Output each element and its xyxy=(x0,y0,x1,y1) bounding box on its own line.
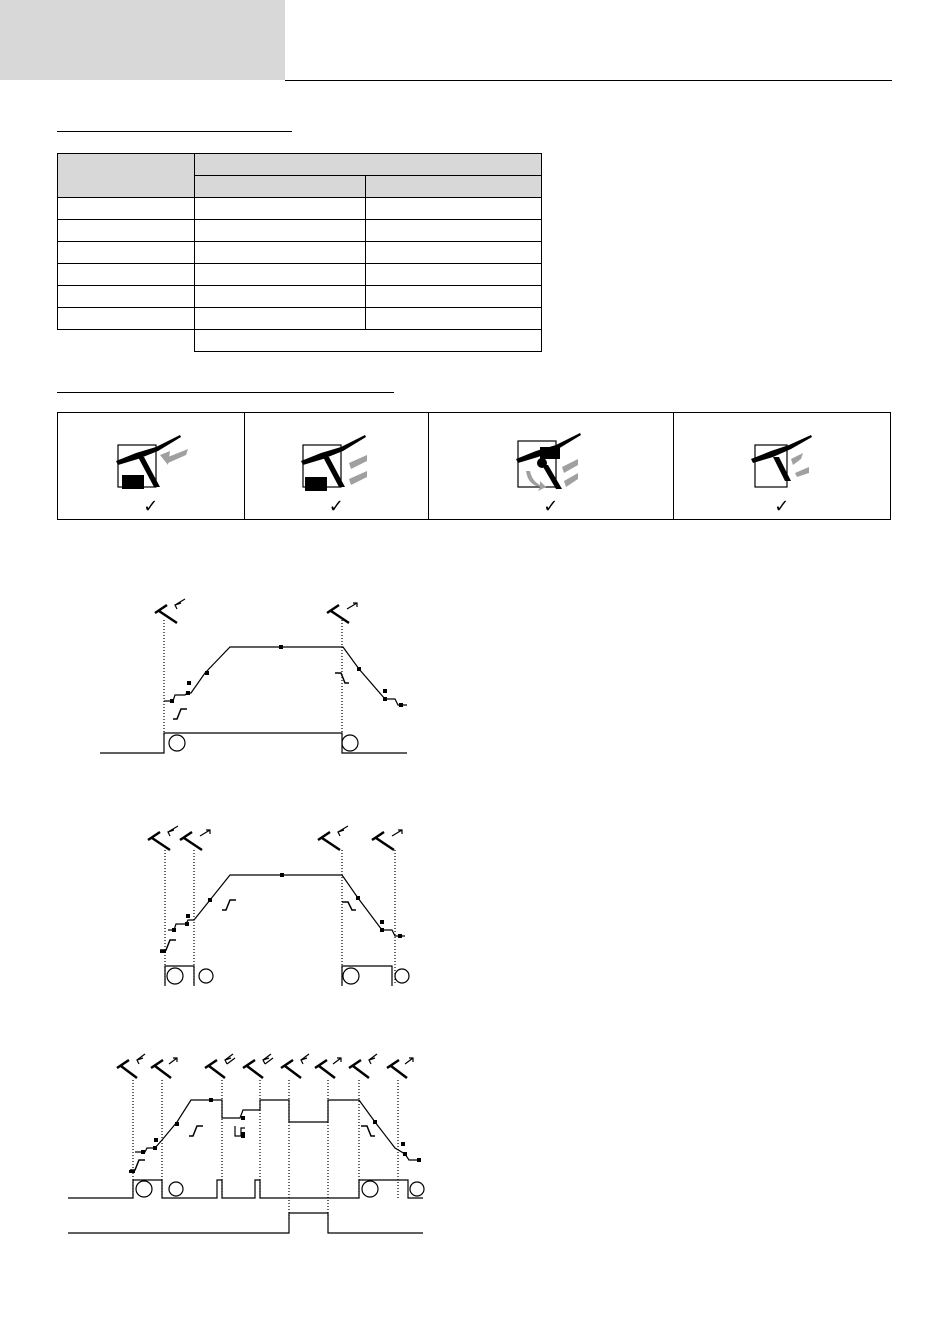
table-header-cell xyxy=(366,176,542,198)
torch-trigger-release-icon xyxy=(180,830,210,850)
torch-trigger-press-icon xyxy=(117,1054,145,1078)
table-cell xyxy=(366,220,542,242)
table-cell xyxy=(58,198,195,220)
table-row xyxy=(58,264,542,286)
table-cell xyxy=(58,220,195,242)
position-cell-flat xyxy=(58,413,245,519)
table-cell xyxy=(195,286,366,308)
torch-trigger-tap-icon xyxy=(205,1054,235,1078)
table-row xyxy=(58,308,542,330)
welding-torch-flat-position-icon xyxy=(106,431,196,493)
check-mark: ✓ xyxy=(774,496,790,517)
table-cell xyxy=(366,242,542,264)
table-row xyxy=(58,286,542,308)
welding-positions-panel xyxy=(57,412,891,520)
torch-trigger-tap-icon xyxy=(243,1054,273,1078)
table-cell xyxy=(195,308,366,330)
position-cell-vertical xyxy=(429,413,673,519)
section-heading-rule-positions xyxy=(57,392,394,393)
torch-trigger-release-icon xyxy=(151,1058,177,1078)
four-stroke-sequence-diagram xyxy=(130,820,420,990)
check-mark: ✓ xyxy=(543,496,559,517)
table-row xyxy=(58,198,542,220)
table-row xyxy=(58,242,542,264)
check-mark: ✓ xyxy=(143,496,159,517)
special-four-stroke-sequence-diagram xyxy=(65,1050,435,1240)
two-stroke-sequence-diagram xyxy=(95,595,415,765)
torch-trigger-press-icon xyxy=(155,599,185,623)
table-header-row xyxy=(58,154,542,176)
torch-trigger-release-icon xyxy=(315,1058,341,1078)
header-rule xyxy=(285,80,892,81)
torch-trigger-press-icon xyxy=(318,826,348,850)
table-cell xyxy=(366,264,542,286)
check-mark: ✓ xyxy=(328,496,344,517)
table-cell xyxy=(195,242,366,264)
spec-table xyxy=(57,153,542,352)
table-cell xyxy=(366,308,542,330)
table-cell xyxy=(366,286,542,308)
position-cell-horizontal xyxy=(245,413,430,519)
table-cell xyxy=(195,330,542,352)
table-header-cell xyxy=(195,154,542,176)
table-cell xyxy=(195,198,366,220)
welding-torch-overhead-position-icon xyxy=(737,431,827,493)
welding-torch-horizontal-position-icon xyxy=(291,431,381,493)
table-row xyxy=(58,220,542,242)
welding-torch-vertical-position-icon xyxy=(506,431,596,493)
torch-trigger-release-icon xyxy=(372,830,402,850)
torch-trigger-press-icon xyxy=(349,1054,377,1078)
table-cell xyxy=(58,286,195,308)
section-heading-rule-specs xyxy=(57,131,292,132)
table-header-cell xyxy=(195,176,366,198)
torch-trigger-press-icon xyxy=(281,1054,309,1078)
table-cell xyxy=(58,264,195,286)
table-header-cell xyxy=(58,154,195,198)
table-cell xyxy=(366,198,542,220)
table-cell xyxy=(195,220,366,242)
table-cell xyxy=(58,330,195,352)
table-cell xyxy=(58,242,195,264)
table-cell xyxy=(195,264,366,286)
table-cell xyxy=(58,308,195,330)
torch-trigger-press-icon xyxy=(148,826,178,850)
table-row xyxy=(58,330,542,352)
header-gray-block xyxy=(0,0,285,80)
torch-trigger-release-icon xyxy=(387,1058,413,1078)
position-cell-overhead xyxy=(674,413,890,519)
